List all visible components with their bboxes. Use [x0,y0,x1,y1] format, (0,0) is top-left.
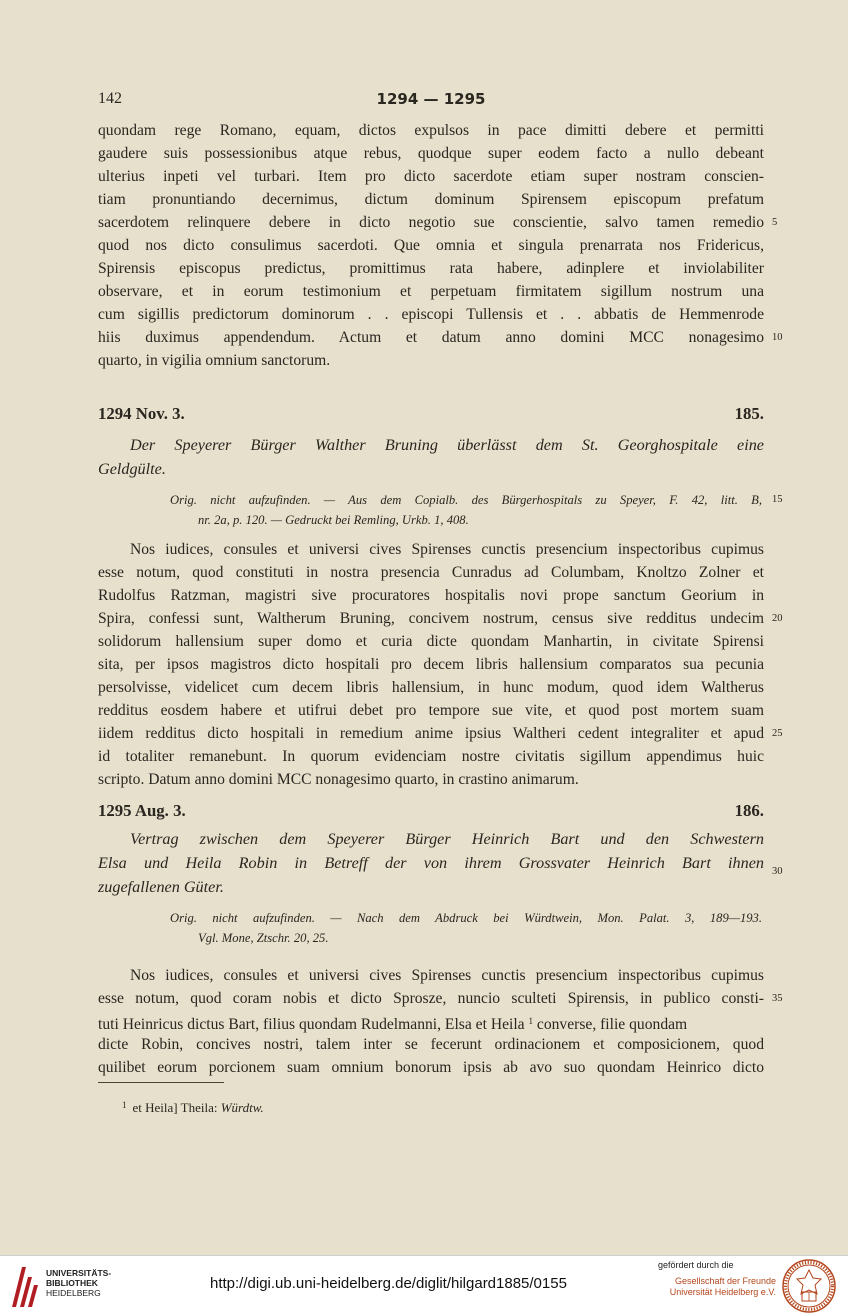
notes-line: Orig. nicht aufzufinden. — Nach dem Abdruck bei Würdtwein, Mon. Palat. 3, 189—193. [170,911,762,925]
text-line: hiis duximus appendendum. Actum et datum anno domini MCC nonagesimo [98,329,764,346]
text-line: redditus eosdem habere et utifrui debet pro tempore sue vite, et quod post mortem suam [98,702,764,719]
university-seal-icon [782,1259,836,1313]
line-number: 10 [772,332,783,343]
line-number: 15 [772,494,783,505]
page-number: 142 [98,90,122,107]
text-line: sita, per ipsos magistros dicto hospitali pro decem libris hallensium comparatos sua pecunia [98,656,764,673]
text-line: Nos iudices, consules et universi cives Spirenses cunctis presencium inspectoribus cupimus [130,967,764,984]
library-name [46,1268,111,1298]
title-line: zugefallenen Güter. [98,878,224,896]
entry-number: 186. [734,801,764,820]
text-line: observare, et in eorum testimonium et perpetuam firmitatem sigillum nostrum una [98,283,764,300]
notes-line: Orig. nicht aufzufinden. — Aus dem Copialb. des Bürgerhospitals zu Speyer, F. 42, litt. B, [170,493,762,507]
page-years: 1294 — 1295 [376,90,486,108]
text-line: Spirensis episcopus predictus, promittimus rata habere, adinplere et inviolabiliter [98,260,764,277]
text-line: quarto, in vigilia omnium sanctorum. [98,352,331,369]
library-name-line: HEIDELBERG [46,1288,101,1298]
university-library-logo-icon [8,1263,40,1309]
title-line: Geldgülte. [98,460,166,478]
text-line: ulterius inpeti vel turbari. Item pro dicto sacerdote etiam super nostram conscien- [98,168,764,185]
viewer-footer [0,1255,848,1316]
footnote-text: et Heila] Theila: [132,1100,218,1115]
text-line: Spira, confessi sunt, Waltherum Bruning, concivem nostrum, census sive redditus undecim [98,610,764,627]
text-line: quilibet eorum porcionem suam omnium bonorum ipsis ab avo suo quondam Heinrico dicto [98,1059,764,1076]
line-number: 35 [772,993,783,1004]
sponsor-org: Gesellschaft der Freunde [674,1276,776,1286]
text-line: esse notum, quod coram nobis et dicto Sprosze, nuncio sculteti Spirensis, in publico consti- [98,990,764,1007]
line-number: 20 [772,613,783,624]
text-line: quod nos dicto consulimus sacerdoti. Que omnia et singula prenarrata nos Fridericus, [98,237,764,254]
notes-line: Vgl. Mone, Ztschr. 20, 25. [198,931,329,945]
text-line: esse notum, quod constituti in nostra presencia Cunradus ad Columbam, Knoltzo Zolner et [98,564,764,581]
text-line: scripto. Datum anno domini MCC nonagesimo quarto, in crastino animarum. [98,771,579,788]
text-line: cum sigillis predictorum dominorum . . episcopi Tullensis et . . abbatis de Hemmenrode [98,306,764,323]
library-name-line: BIBLIOTHEK [46,1278,98,1288]
line-number: 30 [772,866,783,877]
text-line: persolvisse, videlicet cum decem libris hallensium, in hunc modum, quod idem Waltherus [98,679,764,696]
line-number: 25 [772,728,783,739]
text-line: dicte Robin, concives nostri, talem inter se fecerunt ordinacionem et composicionem, quod [98,1036,764,1053]
sponsor-block [658,1260,776,1298]
library-name-line: UNIVERSITÄTS- [46,1268,112,1278]
sponsor-org: Universität Heidelberg e.V. [669,1287,776,1297]
footnote-source: Würdtw. [220,1100,264,1115]
entry-header-186 [98,799,764,823]
text-line: iidem redditus dicto hospitali in remedium anime ipsius Waltheri cedent integraliter et apud [98,725,764,742]
title-line: Vertrag zwischen dem Speyerer Bürger Heinrich Bart und den Schwestern [130,830,764,848]
entry-number: 185. [734,404,764,423]
text-line: Rudolfus Ratzman, magistri sive procuratores hospitalis novi prope sanctum Georium in [98,587,764,604]
entry-date: 1295 Aug. 3. [98,801,186,820]
text-line: sacerdotem relinquere debere in dicto negotio sue conscientie, salvo tamen remedio [98,214,764,231]
text-segment: converse, filie quondam [536,1016,688,1033]
title-line: Der Speyerer Bürger Walther Bruning überlässt dem St. Georghospitale eine [130,436,764,454]
text-line: Nos iudices, consules et universi cives Spirenses cunctis presencium inspectoribus cupimus [130,541,764,558]
text-segment: tuti Heinricus dictus Bart, filius quondam Rudelmanni, Elsa et Heila [98,1016,525,1033]
running-head [98,88,764,110]
text-line [98,1010,764,1033]
text-line: quondam rege Romano, equam, dictos expulsos in pace dimitti debere et permitti [98,122,764,139]
sponsor-lead: gefördert durch die [658,1260,734,1270]
line-number: 5 [772,217,778,228]
footnote-number: 1 [122,1100,127,1110]
title-line: Elsa und Heila Robin in Betreff der von ihrem Grossvater Heinrich Bart ihnen [98,854,764,872]
text-line: id totaliter remanebunt. In quorum evidenciam nostre civitatis sigillum appendimus huic [98,748,764,765]
entry-header-185 [98,402,764,426]
footnote-marker: 1 [528,1016,533,1026]
text-line: gaudere suis possessionibus atque rebus, quodque super eodem facto a nullo debeant [98,145,764,162]
permalink-url[interactable]: http://digi.ub.uni-heidelberg.de/diglit/hilgard1885/0155 [210,1275,567,1292]
footnote-rule [98,1082,224,1083]
footnote [122,1096,264,1117]
entry-date: 1294 Nov. 3. [98,404,185,423]
notes-line: nr. 2a, p. 120. — Gedruckt bei Remling, Urkb. 1, 408. [198,513,469,527]
text-line: tiam pronuntiando decernimus, dictum dominum Spirensem episcopum prefatum [98,191,764,208]
text-line: solidorum hallensium super domo et curia dicte quondam Manhartin, in civitate Spirensi [98,633,764,650]
